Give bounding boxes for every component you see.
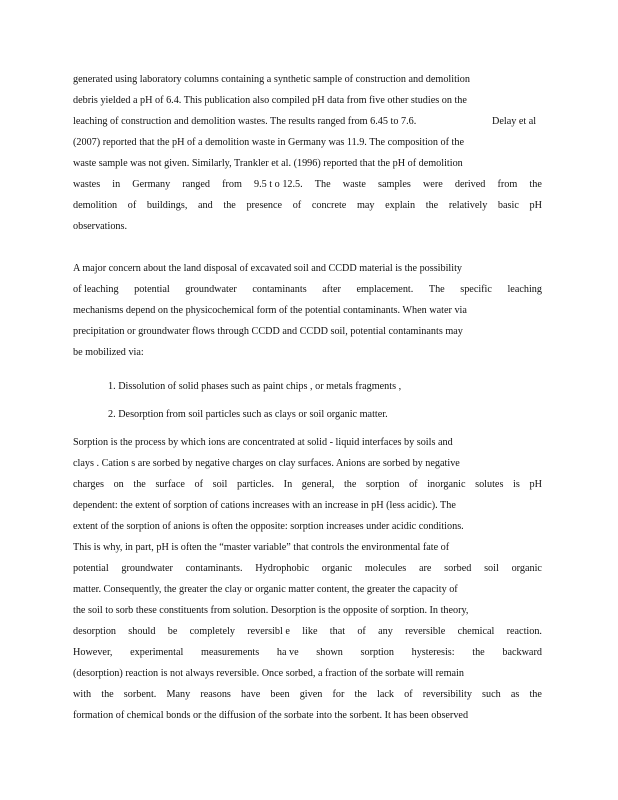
word: the [529, 689, 542, 700]
word: basic [497, 200, 519, 211]
word: In [283, 479, 293, 490]
word: on [113, 479, 124, 490]
word: lack [377, 689, 394, 700]
word: the [343, 479, 357, 490]
para1-citation: Delay et al [492, 116, 537, 127]
para1-line-7 [73, 200, 542, 212]
word: groundwater [185, 284, 237, 295]
para1-line-8: observations. [73, 221, 128, 232]
para1-line-3: leaching of construction and demolition wastes. The results ranged from 6.45 to 7.6. [73, 116, 417, 127]
word: are [418, 563, 432, 574]
word: soil [484, 563, 499, 574]
word: of [127, 200, 137, 211]
word: experimental [130, 647, 184, 658]
word: reversibl e [247, 626, 290, 637]
word: sorbent. [123, 689, 157, 700]
para3-line-8: matter. Consequently, the greater the clay or organic matter content, the greater the capacity of [73, 584, 458, 595]
word: 9.5 t o 12.5. [254, 179, 303, 190]
word: presence [246, 200, 283, 211]
word: have [241, 689, 261, 700]
word: molecules [364, 563, 407, 574]
word: waste [342, 179, 366, 190]
word: been [270, 689, 290, 700]
word: reasons [200, 689, 231, 700]
para3-line-11 [73, 647, 542, 659]
word: from [222, 179, 242, 190]
word: from [497, 179, 518, 190]
word: the [425, 200, 439, 211]
word: the [101, 689, 114, 700]
word: specific [460, 284, 492, 295]
word: reversibility [422, 689, 472, 700]
word: after [322, 284, 341, 295]
word: with [73, 689, 92, 700]
word: emplacement. [356, 284, 414, 295]
word: pH [529, 479, 542, 490]
word: given [299, 689, 323, 700]
word: contaminants [252, 284, 307, 295]
word: should [128, 626, 156, 637]
word: the [354, 689, 367, 700]
word: the [529, 179, 542, 190]
word: of leaching [73, 284, 119, 295]
word: wastes [73, 179, 101, 190]
word: the [133, 479, 146, 490]
word: Germany [132, 179, 171, 190]
para3-line-4: dependent: the extent of sorption of cations increases with an increase in pH (less acidic). The [73, 500, 456, 511]
word: desorption [73, 626, 117, 637]
word: be [167, 626, 178, 637]
word: potential [73, 563, 109, 574]
word: the [472, 647, 485, 658]
para1-line-5: waste sample was not given. Similarly, Trankler et al. (1996) reported that the pH of demolition [73, 158, 463, 169]
word: buildings, [146, 200, 188, 211]
word: Hydrophobic [255, 563, 310, 574]
para2-line-3: mechanisms depend on the physicochemical form of the potential contaminants. When water via [73, 305, 467, 316]
word: ranged [182, 179, 211, 190]
para3-line-10 [73, 626, 542, 638]
para1-line-6 [73, 179, 542, 191]
word: such [482, 689, 501, 700]
word: pH [529, 200, 542, 211]
word: However, [73, 647, 113, 658]
para2-line-4: precipitation or groundwater flows through CCDD and CCDD soil, potential contaminants may [73, 326, 463, 337]
para3-line-2: clays . Cation s are sorbed by negative charges on clay surfaces. Anions are sorbed by negative [73, 458, 460, 469]
word: demolition [73, 200, 118, 211]
word: the [223, 200, 236, 211]
word: charges [73, 479, 104, 490]
para3-line-9: the soil to sorb these constituents from solution. Desorption is the opposite of sorption. In theory, [73, 605, 469, 616]
word: sorbed [444, 563, 472, 574]
word: The [428, 284, 445, 295]
word: is [513, 479, 520, 490]
word: groundwater [121, 563, 173, 574]
word: were [422, 179, 443, 190]
word: of [404, 689, 413, 700]
para2-line-1: A major concern about the land disposal of excavated soil and CCDD material is the possibility [73, 263, 463, 274]
word: measurements [200, 647, 260, 658]
para3-line-13 [73, 689, 542, 701]
para3-line-14: formation of chemical bonds or the diffusion of the sorbate into the sorbent. It has been observed [73, 710, 469, 721]
word: as [510, 689, 520, 700]
word: particles. [236, 479, 275, 490]
word: The [314, 179, 331, 190]
word: chemical [457, 626, 495, 637]
word: leaching [507, 284, 542, 295]
word: ha ve [276, 647, 299, 658]
word: reversible [405, 626, 446, 637]
word: surface [155, 479, 185, 490]
para1-line-4: (2007) reported that the pH of a demolition waste in Germany was 11.9. The composition of the [73, 137, 464, 148]
word: solutes [475, 479, 504, 490]
word: sorption [360, 647, 394, 658]
word: concrete [311, 200, 347, 211]
word: soil [212, 479, 228, 490]
word: contaminants. [185, 563, 243, 574]
word: organic [321, 563, 353, 574]
word: of [409, 479, 418, 490]
word: inorganic [427, 479, 466, 490]
list-item-2: 2. Desorption from soil particles such as clays or soil organic matter. [108, 409, 388, 420]
word: explain [385, 200, 416, 211]
word: organic [511, 563, 542, 574]
word: that [329, 626, 346, 637]
word: potential [134, 284, 170, 295]
para3-line-3 [73, 479, 542, 491]
word: of [292, 200, 302, 211]
word: and [198, 200, 213, 211]
word: derived [454, 179, 486, 190]
para3-line-1: Sorption is the process by which ions are concentrated at solid - liquid interfaces by soils and [73, 437, 453, 448]
word: any [378, 626, 393, 637]
word: in [112, 179, 121, 190]
word: shown [316, 647, 343, 658]
word: of [194, 479, 203, 490]
para3-line-6: This is why, in part, pH is often the “master variable” that controls the environmental fate of [73, 542, 450, 553]
word: sorption [366, 479, 400, 490]
word: hysteresis: [411, 647, 455, 658]
word: may [356, 200, 375, 211]
word: of [357, 626, 366, 637]
word: Many [166, 689, 191, 700]
word: completely [189, 626, 235, 637]
para1-line-1: generated using laboratory columns containing a synthetic sample of construction and demolition [73, 74, 470, 85]
word: backward [502, 647, 542, 658]
list-item-1: 1. Dissolution of solid phases such as paint chips , or metals fragments , [108, 381, 402, 392]
word: reaction. [506, 626, 542, 637]
word: samples [378, 179, 411, 190]
word: general, [301, 479, 335, 490]
para2-line-5: be mobilized via: [73, 347, 144, 358]
word: for [332, 689, 345, 700]
para3-line-7 [73, 563, 542, 575]
word: like [302, 626, 318, 637]
para1-line-2: debris yielded a pH of 6.4. This publication also compiled pH data from five other studies on the [73, 95, 467, 106]
word: relatively [448, 200, 488, 211]
para3-line-12: (desorption) reaction is not always reversible. Once sorbed, a fraction of the sorbate will remain [73, 668, 464, 679]
para2-line-2 [73, 284, 542, 296]
para3-line-5: extent of the sorption of anions is often the opposite: sorption increases under acidic conditions. [73, 521, 464, 532]
